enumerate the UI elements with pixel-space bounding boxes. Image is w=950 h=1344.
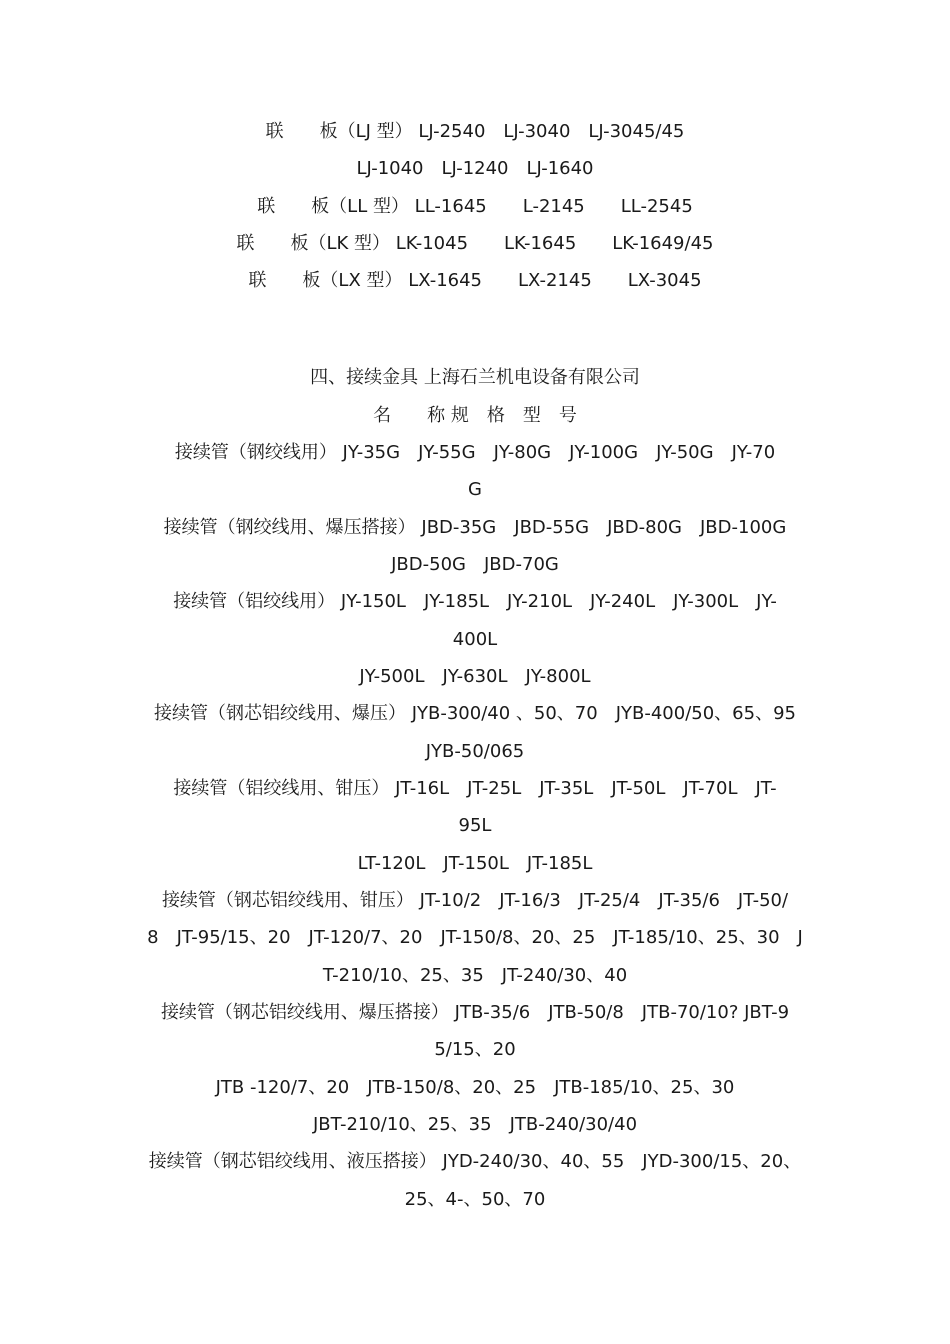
text-line: 接续管（钢绞线用、爆压搭接） JBD-35G JBD-55G JBD-80G JBD-100G (163, 517, 787, 538)
text-line: LT-120L JT-150L JT-185L (357, 853, 593, 874)
text-line: 25、4-、50、70 (404, 1189, 546, 1210)
text-line: 接续管（钢芯铝绞线用、液压搭接） JYD-240/30、40、55 JYD-300/15、20、 (148, 1151, 802, 1172)
text-line: 5/15、20 (434, 1039, 516, 1060)
text-line: 95L (458, 815, 492, 836)
text-line: T-210/10、25、35 JT-240/30、40 (322, 965, 628, 986)
text-line: 接续管（钢芯铝绞线用、爆压） JYB-300/40 、50、70 JYB-400/50、65、95 (153, 703, 796, 724)
text-line: JBD-50G JBD-70G (391, 554, 559, 575)
text-line-lx-plate: 联 板（LX 型） LX-1645 LX-2145 LX-3045 (248, 270, 702, 291)
text-line: 接续管（钢芯铝绞线用、爆压搭接） JTB-35/6 JTB-50/8 JTB-70/10? JBT-9 (160, 1002, 790, 1023)
text-line: JTB -120/7、20 JTB-150/8、20、25 JTB-185/10、25、30 (215, 1077, 735, 1098)
text-line: 接续管（铝绞线用、钳压） JT-16L JT-25L JT-35L JT-50L JT-70L JT- (173, 778, 777, 799)
text-line-ll-plate: 联 板（LL 型） LL-1645 L-2145 LL-2545 (257, 196, 693, 217)
text-line: JY-500L JY-630L JY-800L (359, 666, 591, 687)
text-line: 接续管（钢绞线用） JY-35G JY-55G JY-80G JY-100G JY-50G JY-70 (174, 442, 776, 463)
text-line: 接续管（钢芯铝绞线用、钳压） JT-10/2 JT-16/3 JT-25/4 JT-35/6 JT-50/ (161, 890, 789, 911)
text-line: 8 JT-95/15、20 JT-120/7、20 JT-150/8、20、25 JT-185/10、25、30 J (147, 927, 803, 948)
column-header: 名 称 规 格 型 号 (373, 405, 577, 426)
text-line-lk-plate: 联 板（LK 型） LK-1045 LK-1645 LK-1649/45 (236, 233, 714, 254)
text-line: 接续管（铝绞线用） JY-150L JY-185L JY-210L JY-240L JY-300L JY- (173, 591, 777, 612)
text-line: G (468, 479, 482, 500)
text-line: 400L (452, 629, 498, 650)
text-line: JYB-50/065 (425, 741, 525, 762)
text-line-lj-plate: 联 板（LJ 型） LJ-2540 LJ-3040 LJ-3045/45 (265, 121, 685, 142)
section-heading: 四、接续金具 上海石兰机电设备有限公司 (310, 367, 640, 388)
text-line-lj-plate-cont: LJ-1040 LJ-1240 LJ-1640 (356, 158, 594, 179)
text-line: JBT-210/10、25、35 JTB-240/30/40 (312, 1114, 638, 1135)
